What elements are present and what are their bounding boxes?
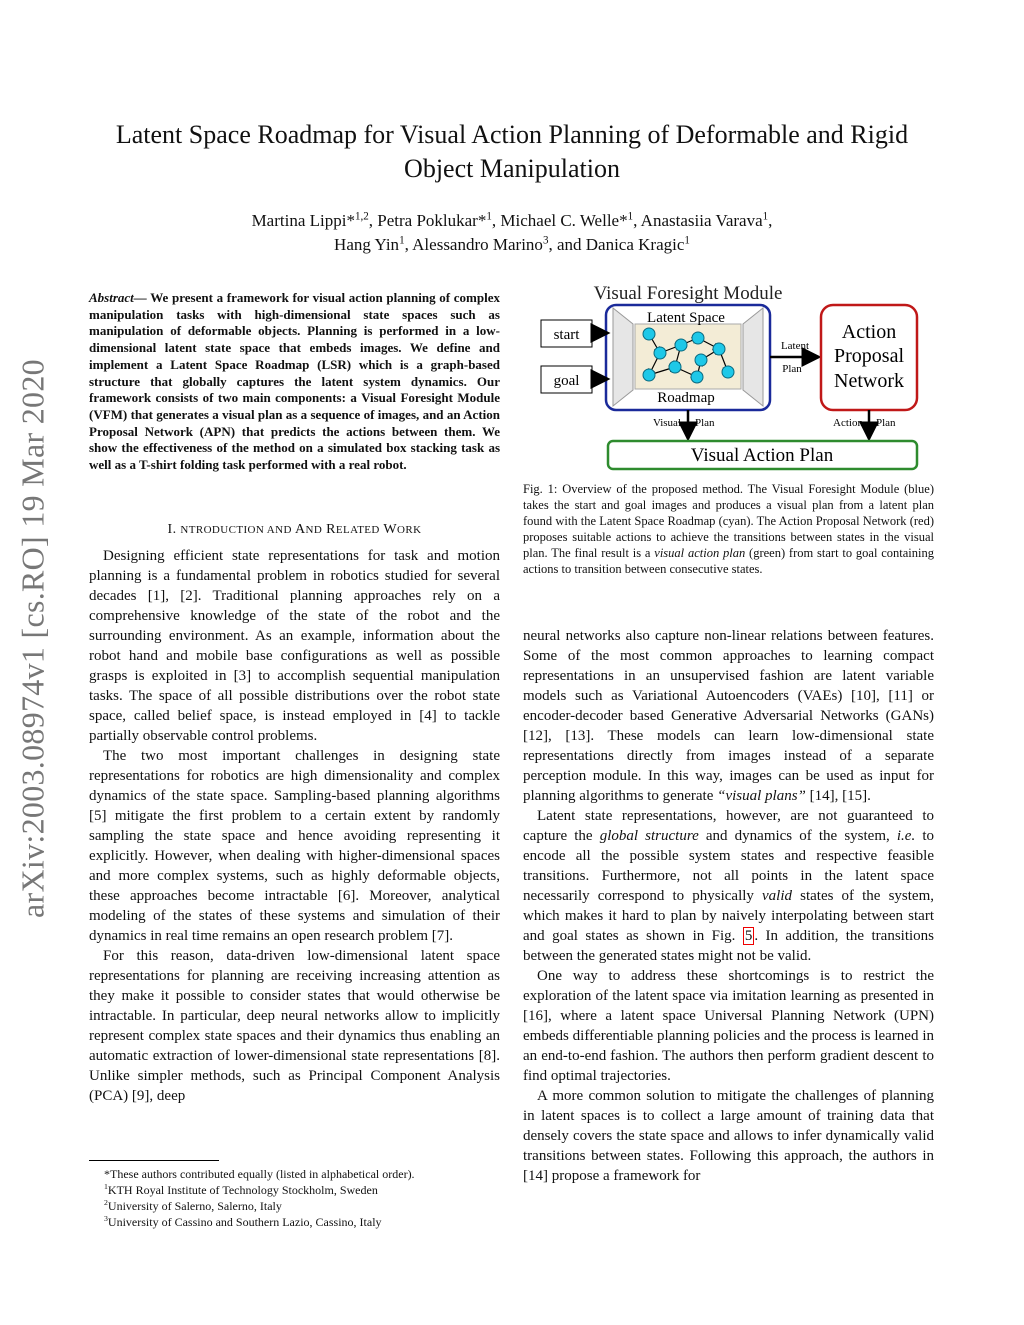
figure-1	[523, 278, 934, 478]
roadmap-node	[695, 354, 707, 366]
author-line-2: Hang Yin$^1$, Alessandro Marino$^3$, and Danica Kragic$^1$	[334, 234, 690, 254]
roadmap-node	[643, 328, 655, 340]
abstract	[89, 290, 500, 474]
plan-label: Plan	[782, 363, 802, 375]
footnotes	[89, 1166, 500, 1230]
author-list	[80, 209, 944, 257]
footnote: $^2$University of Salerno, Salerno, Italy	[104, 1198, 282, 1213]
latent-space-label: Latent Space	[647, 310, 725, 326]
author-line-1: Martina Lippi*$^{1,2}$, Petra Poklukar*$^1$, Michael C. Welle*$^1$, Anastasiia Varava$^1$,	[251, 210, 773, 230]
paragraph: One way to address these shortcomings is to restrict the exploration of the latent space via imitation learning as presented in [16], where a latent space Universal Planning Network (UPN) embeds differentiable planning policies and the process is learned in an end-to-end fashion. The authors then perform gradient descent to find optimal trajectories.	[523, 968, 934, 1084]
action-label: Action	[833, 417, 863, 429]
roadmap-node	[675, 339, 687, 351]
action-plan-label: Plan	[876, 417, 896, 429]
abstract-label: Abstract—	[89, 290, 147, 305]
start-label: start	[553, 327, 580, 343]
figure-caption: Fig. 1: Overview of the proposed method. The Visual Foresight Module (blue) takes the start and goal images and produces a visual plan from a latent plan found with the Latent Space Roadmap (cyan). The Action Proposal Network (red) proposes suitable actions to achieve the transitions between states in the visual plan. The final result is a visual action plan (green) from start to goal containing actions to transition between consecutive states.	[523, 482, 935, 576]
goal-label: goal	[553, 373, 580, 389]
footnote: $^3$University of Cassino and Southern Lazio, Cassino, Italy	[104, 1214, 382, 1229]
roadmap-node	[643, 369, 655, 381]
roadmap-node	[722, 366, 734, 378]
paper-title: Latent Space Roadmap for Visual Action Planning of Deformable and Rigid Object Manipulation	[115, 120, 909, 183]
paragraph: A more common solution to mitigate the challenges of planning in latent spaces is to collect a large amount of training data that densely covers the state space and allows to infer dynamically valid transitions between states. Following this approach, the authors in [14] propose a framework for	[523, 1088, 934, 1184]
roadmap-node	[713, 343, 725, 355]
roadmap-node	[654, 347, 666, 359]
encoder-shape	[613, 308, 633, 406]
right-column-body	[523, 626, 934, 1186]
footnote: $^1$KTH Royal Institute of Technology Stockholm, Sweden	[104, 1182, 378, 1197]
paragraph: Latent state representations, however, are not guaranteed to capture the global structure and dynamics of the system, i.e. to encode all the possible system states and respective feasible transitions. Furthermore, not all points in the latent space necessarily correspond to physically valid states of the system, which makes it hard to plan by naively interpolating between start and goal states as shown in Fig. 5 . In addition, the transitions between the generated states might not be valid.	[523, 808, 934, 964]
section-heading: I. NTRODUCTION AND AND RELATED WORK	[167, 522, 422, 537]
arxiv-identifier: arXiv:2003.08974v1 [cs.RO] 19 Mar 2020	[14, 359, 51, 918]
visual-plan-label: Plan	[695, 417, 715, 429]
visual-action-plan-label: Visual Action Plan	[690, 445, 834, 466]
abstract-text: We present a framework for visual action planning of complex manipulation tasks with high-dimensional state spaces such as manipulation of deformable objects. Planning is performed in a low-dimensional latent state space that embeds images. We define and implement a Latent Space Roadmap (LSR) which is a graph-based structure that globally captures the latent system dynamics. Our framework consists of two main components: a Visual Foresight Module (VFM) that generates a visual plan as a sequence of images, and an Action Proposal Network (APN) that predicts the actions between them. We show the effectiveness of the method on a simulated box stacking task as well as a T-shirt folding task performed with a real robot.	[89, 290, 500, 473]
paragraph: Designing efficient state representations for task and motion planning is a fundamental problem in robotics studied for several decades [1], [2]. Traditional planning approaches rely on a comprehensive knowledge of the state of the robot and the surrounding environment. As an example, information about the robot hand and mobile base configurations as well as possible grasps is exploited in [3] to accomplish sequential manipulation tasks. The space of all possible distributions over the robot state space, called belief space, is instead employed in [4] to tackle partially observable control problems.	[89, 548, 500, 744]
roadmap-node	[692, 332, 704, 344]
roadmap-node	[669, 361, 681, 373]
paragraph: neural networks also capture non-linear relations between features. Some of the most common approaches to learning compact representations in an unsupervised fashion are latent variable models such as Variational Autoencoders (VAEs) [10], [11] or encoder-decoder based Generative Adversarial Networks (GANs) [12], [13]. These models can learn low-dimensional state representations directly from images instead of a separate perception module. In this way, images can be used as input for planning algorithms to generate “visual plans” [14], [15].	[523, 628, 934, 804]
footnote: *These authors contributed equally (listed in alphabetical order).	[104, 1167, 415, 1181]
paragraph: For this reason, data-driven low-dimensional latent space representations for planning are receiving increasing attention as they make it possible to consider states that would otherwise be intractable. In particular, deep neural networks allow to implicitly represent complex state spaces and their dynamics thus enabling an automatic extraction of lower-dimensional state representations [8]. Unlike simpler methods, such as Principal Component Analysis (PCA) [9], deep	[89, 948, 500, 1104]
caption-label: Fig. 1:	[523, 482, 558, 496]
vfm-title: Visual Foresight Module	[593, 283, 783, 304]
roadmap-label: Roadmap	[657, 390, 715, 406]
visual-label: Visual	[652, 417, 681, 429]
apn-label-2: Proposal	[834, 345, 904, 367]
decoder-shape	[743, 308, 763, 406]
left-column-body	[89, 546, 500, 1106]
latent-label: Latent	[780, 340, 810, 352]
figure-5-link[interactable]: 5	[744, 928, 753, 944]
apn-label-3: Network	[834, 370, 904, 392]
paragraph: The two most important challenges in designing state representations for robotics are high dimensionality and complex dynamics of the state space. Sampling-based planning algorithms [5] mitigate the first problem to a certain extent by randomly sampling the state space and hence avoiding representing it explicitly. However, when dealing with higher-dimensional spaces and more complex systems, such as highly deformable objects, these approaches become intractable [6]. Moreover, analytical modeling of the states of these systems and simulation of their dynamics in real time remains an open research problem [7].	[89, 748, 500, 944]
apn-label-1: Action	[841, 321, 897, 343]
roadmap-node	[691, 371, 703, 383]
footnote-rule	[89, 1160, 219, 1161]
